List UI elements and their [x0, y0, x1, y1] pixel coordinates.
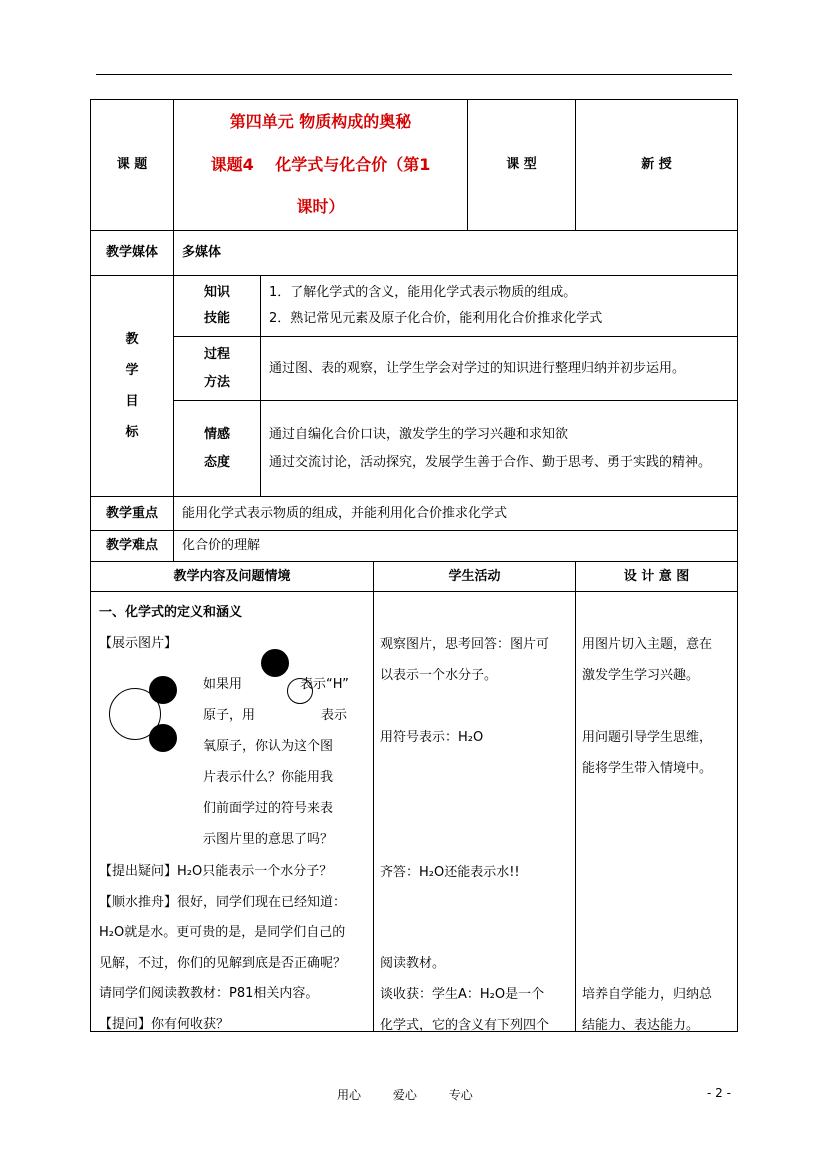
difficulty-value: 化合价的理解 — [174, 531, 738, 562]
emotion-label — [174, 401, 261, 497]
lesson-info-table — [90, 99, 738, 562]
difficulty-label: 教学难点 — [91, 531, 174, 562]
goals-char-2: 学 — [125, 362, 139, 378]
footer-word-1: 用心 — [337, 1088, 362, 1102]
emotion-text-2: 通过交流讨论，活动探究，发展学生善于合作、勤于思考、勇于实践的精神。 — [269, 454, 712, 470]
ask-text: 【提问】你有何收获？ — [99, 1016, 230, 1032]
knowledge-label-2: 技能 — [203, 311, 230, 326]
intent-6: 结能力、表达能力。 — [582, 1018, 700, 1033]
column-intent: 设 计 意 图 — [576, 562, 738, 592]
knowledge-item-2: 2．熟记常见元素及原子化合价，能利用化合价推求化学式 — [269, 311, 603, 326]
emotion-text — [261, 401, 738, 497]
knowledge-text — [261, 276, 738, 337]
follow-text-2: H₂O就是水。更可贵的是，是同学们自己的 — [99, 925, 346, 940]
emotion-label-1: 情感 — [203, 427, 230, 443]
pic-text-7: 们前面学过的符号来表 — [203, 801, 334, 816]
activity-7: 化学式，它的含义有下列四个 — [380, 1018, 550, 1033]
activity-6: 谈收获：学生A：H₂O是一个 — [380, 987, 545, 1002]
key-point-value: 能用化学式表示物质的组成，并能利用化合价推求化学式 — [174, 497, 738, 531]
intent-4: 能将学生带入情境中。 — [582, 761, 713, 776]
knowledge-label-1: 知识 — [203, 285, 230, 300]
lesson-plan-page — [90, 99, 737, 1058]
pic-text-1: 如果用 — [203, 677, 243, 692]
lesson-label: 课 题 — [91, 100, 174, 231]
activity-2: 以表示一个水分子。 — [380, 668, 498, 683]
title-line-2: 课题4 化学式与化合价（第1 — [210, 154, 431, 174]
goals-char-3: 目 — [125, 394, 139, 409]
media-label: 教学媒体 — [91, 231, 174, 276]
pic-text-3: 原子，用 — [203, 708, 256, 723]
lesson-content-table — [90, 561, 738, 1032]
follow-text-4: 请同学们阅读教教材：P81相关内容。 — [99, 986, 319, 1001]
intent-3: 用问题引导学生思维， — [582, 730, 713, 745]
goals-char-4: 标 — [125, 425, 139, 441]
activity-3: 用符号表示：H₂O — [380, 730, 484, 745]
process-label-1: 过程 — [203, 347, 230, 363]
intent-1: 用图片切入主题，意在 — [582, 637, 713, 652]
process-label-2: 方法 — [203, 374, 230, 390]
emotion-label-2: 态度 — [203, 454, 230, 470]
title-line-3: 课时） — [296, 197, 345, 217]
knowledge-label — [174, 276, 261, 337]
lesson-title — [174, 100, 468, 231]
intent-2: 激发学生学习兴趣。 — [582, 668, 700, 683]
activity-1: 观察图片，思考回答：图片可 — [380, 637, 550, 652]
title-line-1: 第四单元 物质构成的奥秘 — [229, 112, 412, 132]
activity-4: 齐答：H₂O还能表示水!! — [380, 865, 520, 880]
intent-5: 培养自学能力，归纳总 — [582, 987, 713, 1002]
pic-text-8: 示图片里的意思了吗？ — [203, 832, 334, 847]
goals-char-1: 教 — [125, 331, 139, 347]
type-value: 新 授 — [576, 100, 738, 231]
process-label — [174, 337, 261, 401]
follow-text-3: 见解，不过，你们的见解到底是否正确呢？ — [99, 955, 347, 971]
media-value: 多媒体 — [174, 231, 738, 276]
column-activity: 学生活动 — [374, 562, 576, 592]
follow-text-1: 【顺水推舟】很好，同学们现在已经知道： — [99, 894, 347, 910]
show-picture-tag: 【展示图片】 — [99, 635, 178, 651]
question-text: 【提出疑问】H₂O只能表示一个水分子？ — [99, 864, 333, 879]
hydrogen-atom-top — [149, 676, 177, 704]
pic-text-2: 表示“H” — [300, 677, 349, 692]
pic-text-6: 片表示什么？你能用我 — [203, 770, 334, 785]
water-molecule-figure — [109, 668, 189, 758]
header-rule — [96, 74, 732, 75]
content-cell — [91, 592, 374, 1032]
hydrogen-atom-bottom — [149, 724, 177, 752]
picture-text — [203, 669, 373, 855]
page-number: - 2 - — [707, 1086, 731, 1100]
pic-text-5: 氧原子，你认为这个图 — [203, 739, 334, 754]
activity-cell — [374, 592, 576, 1032]
knowledge-item-1: 1．了解化学式的含义，能用化学式表示物质的组成。 — [269, 285, 577, 300]
goals-label — [91, 276, 174, 497]
activity-5: 阅读教材。 — [380, 956, 446, 971]
column-content: 教学内容及问题情境 — [91, 562, 374, 592]
pic-text-4: 表示 — [321, 708, 348, 723]
process-text: 通过图、表的观察，让学生学会对学过的知识进行整理归纳并初步运用。 — [261, 337, 738, 401]
type-label: 课 型 — [468, 100, 576, 231]
section-title: 一、化学式的定义和涵义 — [99, 605, 243, 620]
footer-word-2: 爱心 — [392, 1088, 417, 1102]
key-point-label: 教学重点 — [91, 497, 174, 531]
emotion-text-1: 通过自编化合价口诀，激发学生的学习兴趣和求知欲 — [269, 427, 569, 443]
footer-words — [337, 1086, 501, 1103]
intent-cell — [576, 592, 738, 1032]
footer-word-3: 专心 — [448, 1088, 473, 1102]
